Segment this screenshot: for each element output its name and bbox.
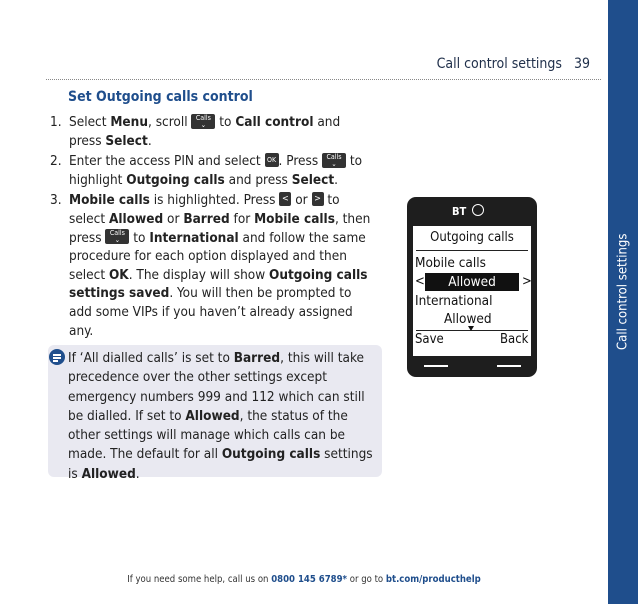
step-bold: Outgoing calls settings saved: [69, 266, 368, 302]
step-text: to select: [69, 192, 340, 227]
note-icon: [49, 349, 65, 365]
globe-icon: [472, 204, 484, 216]
footer-text: If you need some help, call us on: [127, 574, 272, 585]
international-value: Allowed: [444, 311, 492, 327]
right-key-icon: >: [312, 192, 324, 206]
calls-key-icon: Calls ⌄: [191, 114, 215, 129]
section-title: Set Outgoing calls control: [68, 89, 253, 105]
scroll-down-icon: [468, 326, 474, 331]
calls-key-icon: Calls ⌄: [105, 229, 129, 244]
step-bold: Select: [291, 171, 335, 188]
step-text: to highlight: [69, 153, 363, 188]
step-text: and press: [224, 171, 292, 188]
step-bold: Select: [105, 132, 148, 149]
step-bold: Allowed: [108, 210, 164, 227]
international-label: International: [415, 293, 493, 309]
step-text: .: [334, 171, 338, 188]
instruction-steps: [50, 113, 375, 342]
step-text: Enter the access PIN and select: [69, 153, 265, 170]
screen-title: Outgoing calls: [430, 230, 514, 245]
step-bold: Mobile calls: [254, 210, 335, 227]
calls-key-label: Calls: [109, 229, 125, 238]
help-url: bt.com/producthelp: [385, 574, 481, 585]
right-arrow-icon: >: [522, 274, 532, 289]
brand-logo: BT: [452, 205, 467, 218]
step-bold: Menu: [110, 114, 148, 130]
right-softkey-icon: [497, 365, 521, 367]
step-text: or: [163, 210, 184, 227]
step-text: Select: [69, 114, 111, 130]
help-phone-number: 0800 145 6789*: [271, 574, 348, 585]
step-text: or: [291, 192, 312, 209]
step-bold: Call control: [235, 114, 314, 130]
back-softkey-label: Back: [500, 332, 529, 347]
page-footer: [0, 574, 608, 585]
step-text: to: [219, 114, 236, 130]
calls-key-label: Calls: [326, 152, 342, 161]
step-number: 2.: [50, 153, 62, 170]
step-bold: OK: [108, 266, 129, 283]
step-text: for: [229, 210, 255, 227]
footer-text: or go to: [347, 574, 386, 585]
note-segment: .: [135, 465, 140, 482]
step-text: and press: [69, 114, 341, 149]
note-bold: Barred: [233, 350, 281, 366]
step-text: .: [147, 132, 152, 149]
note-segment: , the status of the other settings will manage which calls can be made. The default for all: [68, 407, 348, 463]
step-bold: International: [149, 229, 239, 246]
step-2: [50, 152, 375, 189]
left-softkey-icon: [424, 365, 448, 367]
step-bold: Barred: [183, 210, 230, 227]
step-text: , scroll: [147, 114, 192, 130]
calls-key-icon: Calls ⌄: [322, 153, 346, 168]
left-arrow-icon: <: [415, 274, 425, 289]
step-3: [50, 191, 375, 340]
step-bold: Outgoing calls: [126, 171, 225, 188]
step-text: is highlighted. Press: [149, 192, 280, 209]
screen-divider: [416, 250, 528, 251]
step-bold: Mobile calls: [69, 192, 150, 209]
step-number: 3.: [50, 192, 62, 209]
side-tab-label: Call control settings: [615, 233, 631, 351]
note-text: [68, 349, 380, 484]
page-number: 39: [573, 56, 590, 72]
note-bold: Allowed: [81, 465, 136, 482]
left-key-icon: <: [279, 192, 291, 206]
step-text: and follow the same procedure for each option displayed and then select: [69, 229, 366, 283]
step-1: [50, 113, 375, 150]
step-text: . Press: [278, 153, 323, 170]
ok-key-icon: OK: [265, 153, 279, 167]
step-number: 1.: [50, 114, 62, 130]
mobile-calls-label: Mobile calls: [415, 255, 486, 271]
header-divider: [46, 79, 601, 80]
mobile-calls-value: Allowed: [425, 273, 519, 291]
step-text: to: [129, 229, 150, 246]
step-text: . You will then be prompted to add some VIPs if you haven’t already assigned any.: [69, 285, 353, 339]
page-header: [437, 56, 590, 72]
note-bold: Allowed: [185, 407, 240, 424]
step-text: , then press: [69, 210, 371, 246]
note-segment: If ‘All dialled calls’ is set to: [68, 350, 234, 366]
step-text: . The display will show: [128, 266, 270, 283]
calls-key-label: Calls: [195, 113, 211, 122]
note-segment: , this will take precedence over the other settings except emergency numbers 999 and 112 which can still be dialled. If set to: [68, 350, 365, 424]
note-segment: settings is: [68, 446, 373, 482]
header-title: Call control settings: [436, 56, 562, 72]
note-bold: Outgoing calls: [221, 446, 321, 463]
save-softkey-label: Save: [415, 332, 444, 347]
